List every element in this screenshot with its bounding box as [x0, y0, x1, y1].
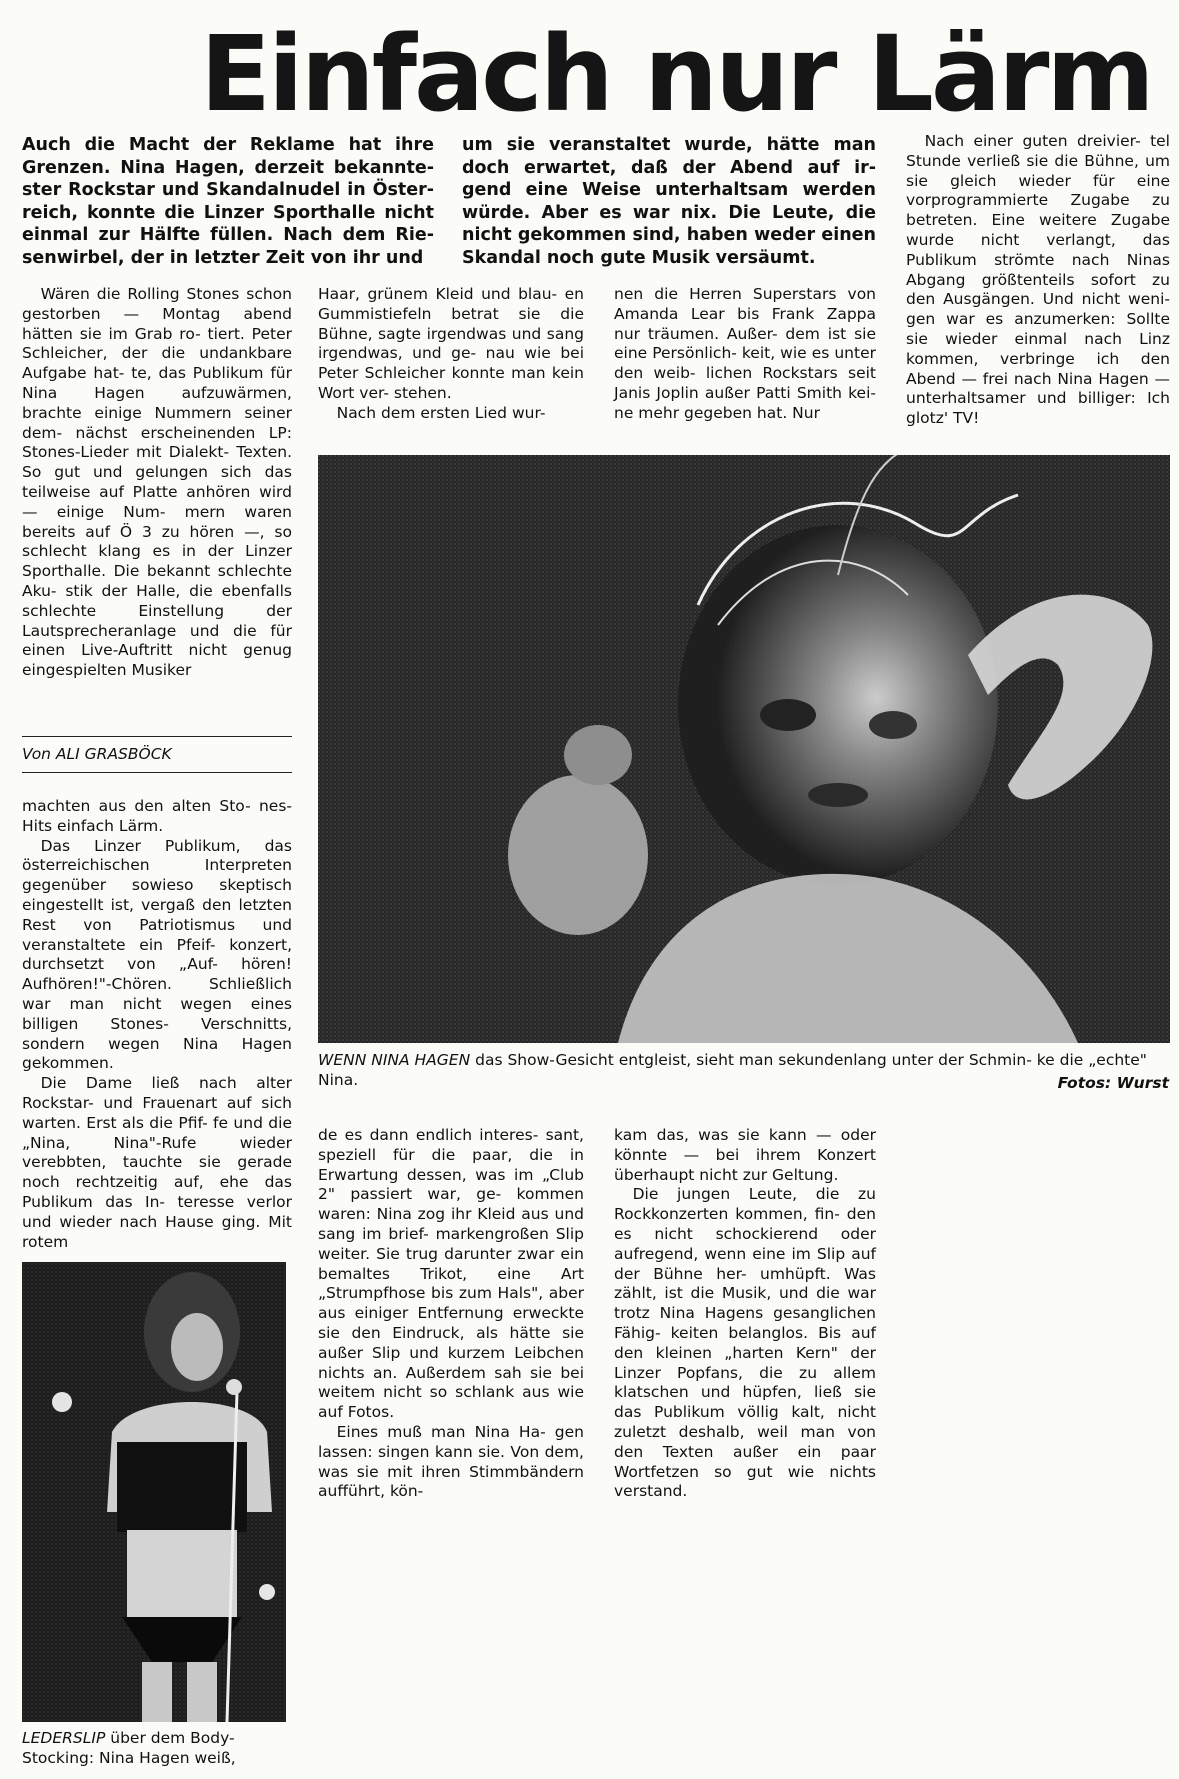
caption-lead: LEDERSLIP: [22, 1729, 106, 1747]
article-column-3-bottom: [614, 1126, 876, 1502]
byline-rule-top: [22, 736, 292, 737]
article-column-3-top: nen die Herren Superstars von Amanda Lear bis Frank Zappa nur träumen. Außer- dem ist sie eine Persönlich- keit, wie es unter den weib- lichen Rockstars seit Janis Joplin außer Patti Smith kei- ne mehr gegeben hat. Nur: [614, 285, 876, 422]
headline: Einfach nur Lärm: [200, 13, 1152, 135]
paragraph: kam das, was sie kann — oder könnte — bei ihrem Konzert überhaupt nicht zur Geltung.: [614, 1126, 876, 1184]
paragraph: Die jungen Leute, die zu Rockkonzerten kommen, fin- den es nicht schockierend oder aufregend, wenn eine im Slip auf der Bühne her- umhüpft. Was zählt, ist die Musik, und die war trotz Nina Hagens gesanglichen Fähig- keiten belanglos. Bis auf den kleinen „harten Kern" der Linzer Popfans, die zu allem klatschen und hüpfen, ließ sie das Publikum völlig kalt, nicht zuletzt deshalb, weil man von den Texten außer ein paar Wortfetzen so gut wie nichts verstand.: [614, 1185, 876, 1501]
article-column-2-bottom: [318, 1126, 584, 1502]
photo-singer-portrait-icon: [318, 455, 1170, 1043]
lead-column-1: Auch die Macht der Reklame hat ihre Grenzen. Nina Hagen, derzeit bekannte- ster Rockstar und Skandalnudel in Öster- reich, konnte die Linzer Sporthalle nicht einmal zur Hälfte füllen. Nach dem Rie- senwirbel, der in letzter Zeit von ihr und: [22, 135, 434, 268]
photo-credit: Fotos: Wurst: [1057, 1074, 1169, 1092]
article-column-2-top: [318, 285, 584, 424]
main-photo-caption: [318, 1051, 1170, 1091]
paragraph: de es dann endlich interes- sant, speziell für die paar, die in Erwartung dessen, was im „Club 2" passiert war, ge- kommen waren: Nina zog ihr Kleid aus und sang im brief- markengroßen Slip weiter. Sie trug darunter zwar ein bemaltes Trikot, eine Art „Strumpfhose bis zum Hals", aber aus einiger Entfernung erweckte sie den Eindruck, als hätte sie außer Slip und kurzem Leibchen nichts an. Außerdem sah sie bei weitem nicht so schlank aus wie auf Fotos.: [318, 1126, 584, 1422]
byline: Von ALI GRASBÖCK: [22, 745, 172, 763]
photo-singer-stage-icon: [22, 1262, 286, 1722]
paragraph: Das Linzer Publikum, das österreichischen Interpreten gegenüber sowieso skeptisch eingestellt ist, vergaß den letzten Rest von Patriotismus und veranstaltete ein Pfeif- konzert, durchsetzt von „Auf- hören! Aufhören!"-Chören. Schließlich war man nicht wegen eines billigen Stones- Verschnitts, sondern wegen Nina Hagen gekommen.: [22, 836, 292, 1073]
small-photo-caption: [22, 1729, 286, 1769]
article-column-4: Nach einer guten dreivier- tel Stunde verließ sie die Bühne, um sie gleich wieder für eine vorprogrammierte Zugabe zu betreten. Eine weitere Zugabe wurde nicht verlangt, das Publikum strömte nach Ninas Abgang größtenteils sofort zu den Ausgängen. Und nicht weni- gen war es anzumerken: Sollte sie wieder einmal nach Linz kommen, verbringe ich den Abend — frei nach Nina Hagen — unterhaltsamer und billiger: Ich glotz' TV!: [906, 132, 1170, 428]
main-photo: [318, 455, 1170, 1043]
paragraph: Eines muß man Nina Ha- gen lassen: singen kann sie. Von dem, was sie mit ihren Stimmbändern aufführt, kön-: [318, 1422, 584, 1501]
caption-text: über dem Body- Stocking: Nina Hagen weiß,: [22, 1729, 236, 1767]
article-column-1-bottom: [22, 797, 292, 1252]
article-column-1-top: Wären die Rolling Stones schon gestorben — Montag abend hätten sie im Grab ro- tiert. Peter Schleicher, der die undankbare Aufgabe hat- te, das Publikum für Nina Hagen aufzuwärmen, brachte einige Nummern seiner dem- nächst erscheinenden LP: Stones-Lieder mit Dialekt- Texten. So gut und gelungen sich das teilweise auf Platte anhören wird — einige Num- mern waren bereits auf Ö 3 zu hören —, so schlecht klang es in der Linzer Sporthalle. Die bekannt schlechte Aku- stik der Halle, die ebenfalls schlechte Einstellung der Lautsprecheranlage und die für einen Live-Auftritt nicht genug eingespielten Musiker: [22, 285, 292, 680]
lead-column-2: um sie veranstaltet wurde, hätte man doch erwartet, daß der Abend auf ir- gend eine Weise unterhaltsam werden würde. Aber es war nix. Die Leute, die nicht gekommen sind, haben weder einen Skandal noch gute Musik versäumt.: [462, 135, 876, 268]
paragraph: machten aus den alten Sto- nes-Hits einfach Lärm.: [22, 797, 292, 835]
paragraph: Die Dame ließ nach alter Rockstar- und Frauenart auf sich warten. Erst als die Pfif- fe und die „Nina, Nina"-Rufe wieder verebbten, tauchte sie gerade noch rechtzeitig auf, ehe das Publikum das In- teresse verlor und wieder nach Hause ging. Mit rotem: [22, 1074, 292, 1251]
small-photo: [22, 1262, 286, 1722]
caption-text: das Show-Gesicht entgleist, sieht man sekundenlang unter der Schmin- ke die „echte" Nina.: [318, 1051, 1147, 1089]
byline-rule-bottom: [22, 772, 292, 773]
caption-lead: WENN NINA HAGEN: [318, 1051, 471, 1069]
paragraph: Haar, grünem Kleid und blau- en Gummistiefeln betrat sie die Bühne, sagte irgendwas und sang irgendwas, und ge- nau wie bei Peter Schleicher konnte man kein Wort ver- stehen.: [318, 285, 584, 402]
paragraph: Nach dem ersten Lied wur-: [336, 403, 546, 422]
